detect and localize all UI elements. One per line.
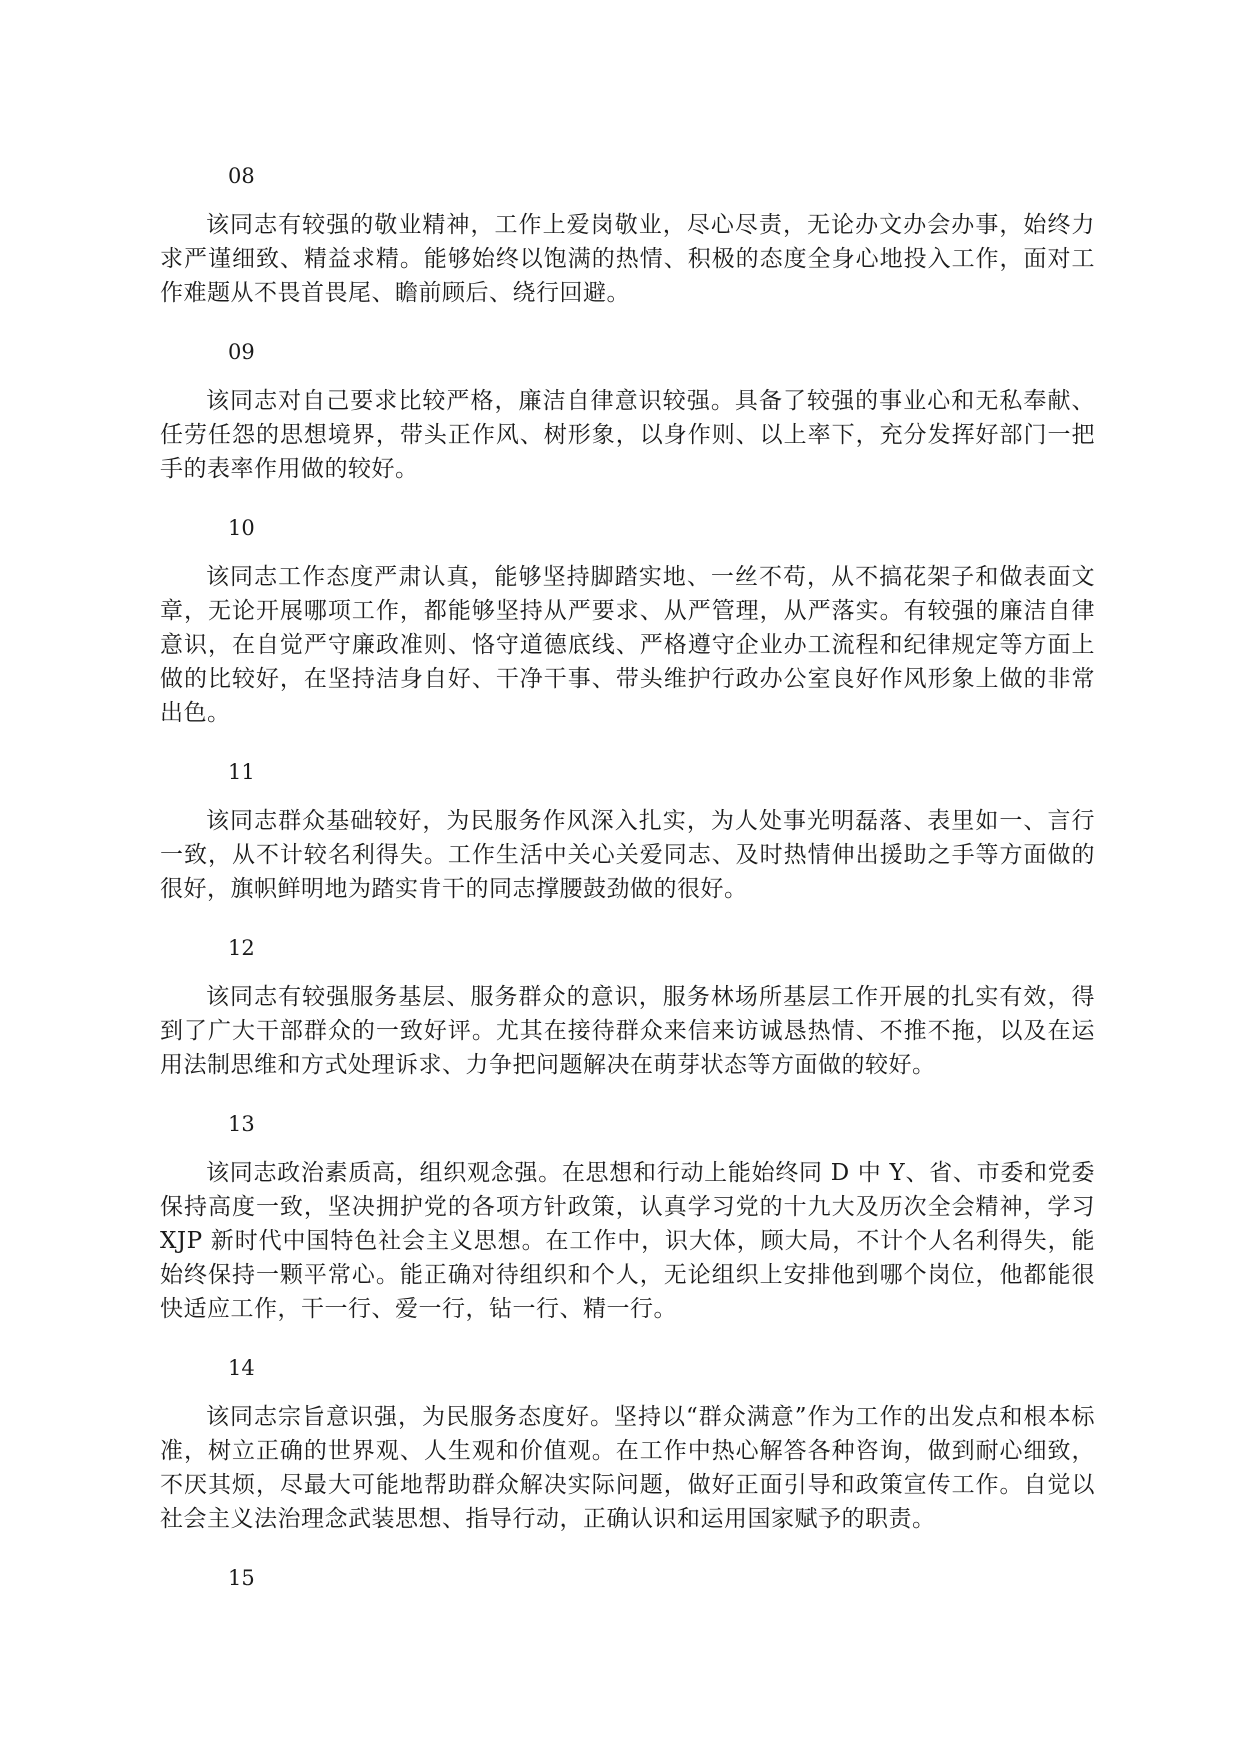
entry-09 bbox=[160, 336, 1095, 486]
entry-10 bbox=[160, 512, 1095, 730]
entry-number: 15 bbox=[228, 1566, 255, 1590]
entry-text: 该同志对自己要求比较严格，廉洁自律意识较强。具备了较强的事业心和无私奉献、任劳任怨的思想境界，带头正作风、树形象，以身作则、以上率下，充分发挥好部门一把手的表率作用做的较好。 bbox=[160, 388, 1095, 482]
entry-text: 该同志工作态度严肃认真，能够坚持脚踏实地、一丝不苟，从不搞花架子和做表面文章，无论开展哪项工作，都能够坚持从严要求、从严管理，从严落实。有较强的廉洁自律意识，在自觉严守廉政准则、恪守道德底线、严格遵守企业办工流程和纪律规定等方面上做的比较好，在坚持洁身自好、干净干事、带头维护行政办公室良好作风形象上做的非常出色。 bbox=[160, 564, 1095, 726]
entry-number: 13 bbox=[228, 1112, 255, 1136]
entry-number: 08 bbox=[228, 164, 255, 188]
entry-number: 09 bbox=[228, 340, 255, 364]
entry-number: 12 bbox=[228, 936, 255, 960]
entry-number: 11 bbox=[228, 760, 255, 784]
entry-text: 该同志群众基础较好，为民服务作风深入扎实，为人处事光明磊落、表里如一、言行一致，从不计较名利得失。工作生活中关心关爱同志、及时热情伸出援助之手等方面做的很好，旗帜鲜明地为踏实肯干的同志撑腰鼓劲做的很好。 bbox=[160, 808, 1095, 902]
entry-number: 14 bbox=[228, 1356, 255, 1380]
entry-text: 该同志政治素质高，组织观念强。在思想和行动上能始终同 D 中 Y、省、市委和党委保持高度一致，坚决拥护党的各项方针政策，认真学习党的十九大及历次全会精神，学习 XJP 新时代中国特色社会主义思想。在工作中，识大体，顾大局，不计个人名利得失，能始终保持一颗平常心。能正确对待组织和个人，无论组织上安排他到哪个岗位，他都能很快适应工作，干一行、爱一行，钻一行、精一行。 bbox=[160, 1160, 1095, 1322]
document-page bbox=[160, 160, 1095, 1610]
entry-12 bbox=[160, 932, 1095, 1082]
entry-11 bbox=[160, 756, 1095, 906]
entry-text: 该同志有较强的敬业精神，工作上爱岗敬业，尽心尽责，无论办文办会办事，始终力求严谨细致、精益求精。能够始终以饱满的热情、积极的态度全身心地投入工作，面对工作难题从不畏首畏尾、瞻前顾后、绕行回避。 bbox=[160, 212, 1095, 306]
entry-text: 该同志有较强服务基层、服务群众的意识，服务林场所基层工作开展的扎实有效，得到了广大干部群众的一致好评。尤其在接待群众来信来访诚恳热情、不推不拖，以及在运用法制思维和方式处理诉求、力争把问题解决在萌芽状态等方面做的较好。 bbox=[160, 984, 1095, 1078]
entry-14 bbox=[160, 1352, 1095, 1536]
entry-number: 10 bbox=[228, 516, 255, 540]
entry-15 bbox=[160, 1562, 1095, 1594]
entry-text: 该同志宗旨意识强，为民服务态度好。坚持以“群众满意”作为工作的出发点和根本标准，树立正确的世界观、人生观和价值观。在工作中热心解答各种咨询，做到耐心细致，不厌其烦，尽最大可能地帮助群众解决实际问题，做好正面引导和政策宣传工作。自觉以社会主义法治理念武装思想、指导行动，正确认识和运用国家赋予的职责。 bbox=[160, 1404, 1095, 1532]
entry-08 bbox=[160, 160, 1095, 310]
entry-13 bbox=[160, 1108, 1095, 1326]
